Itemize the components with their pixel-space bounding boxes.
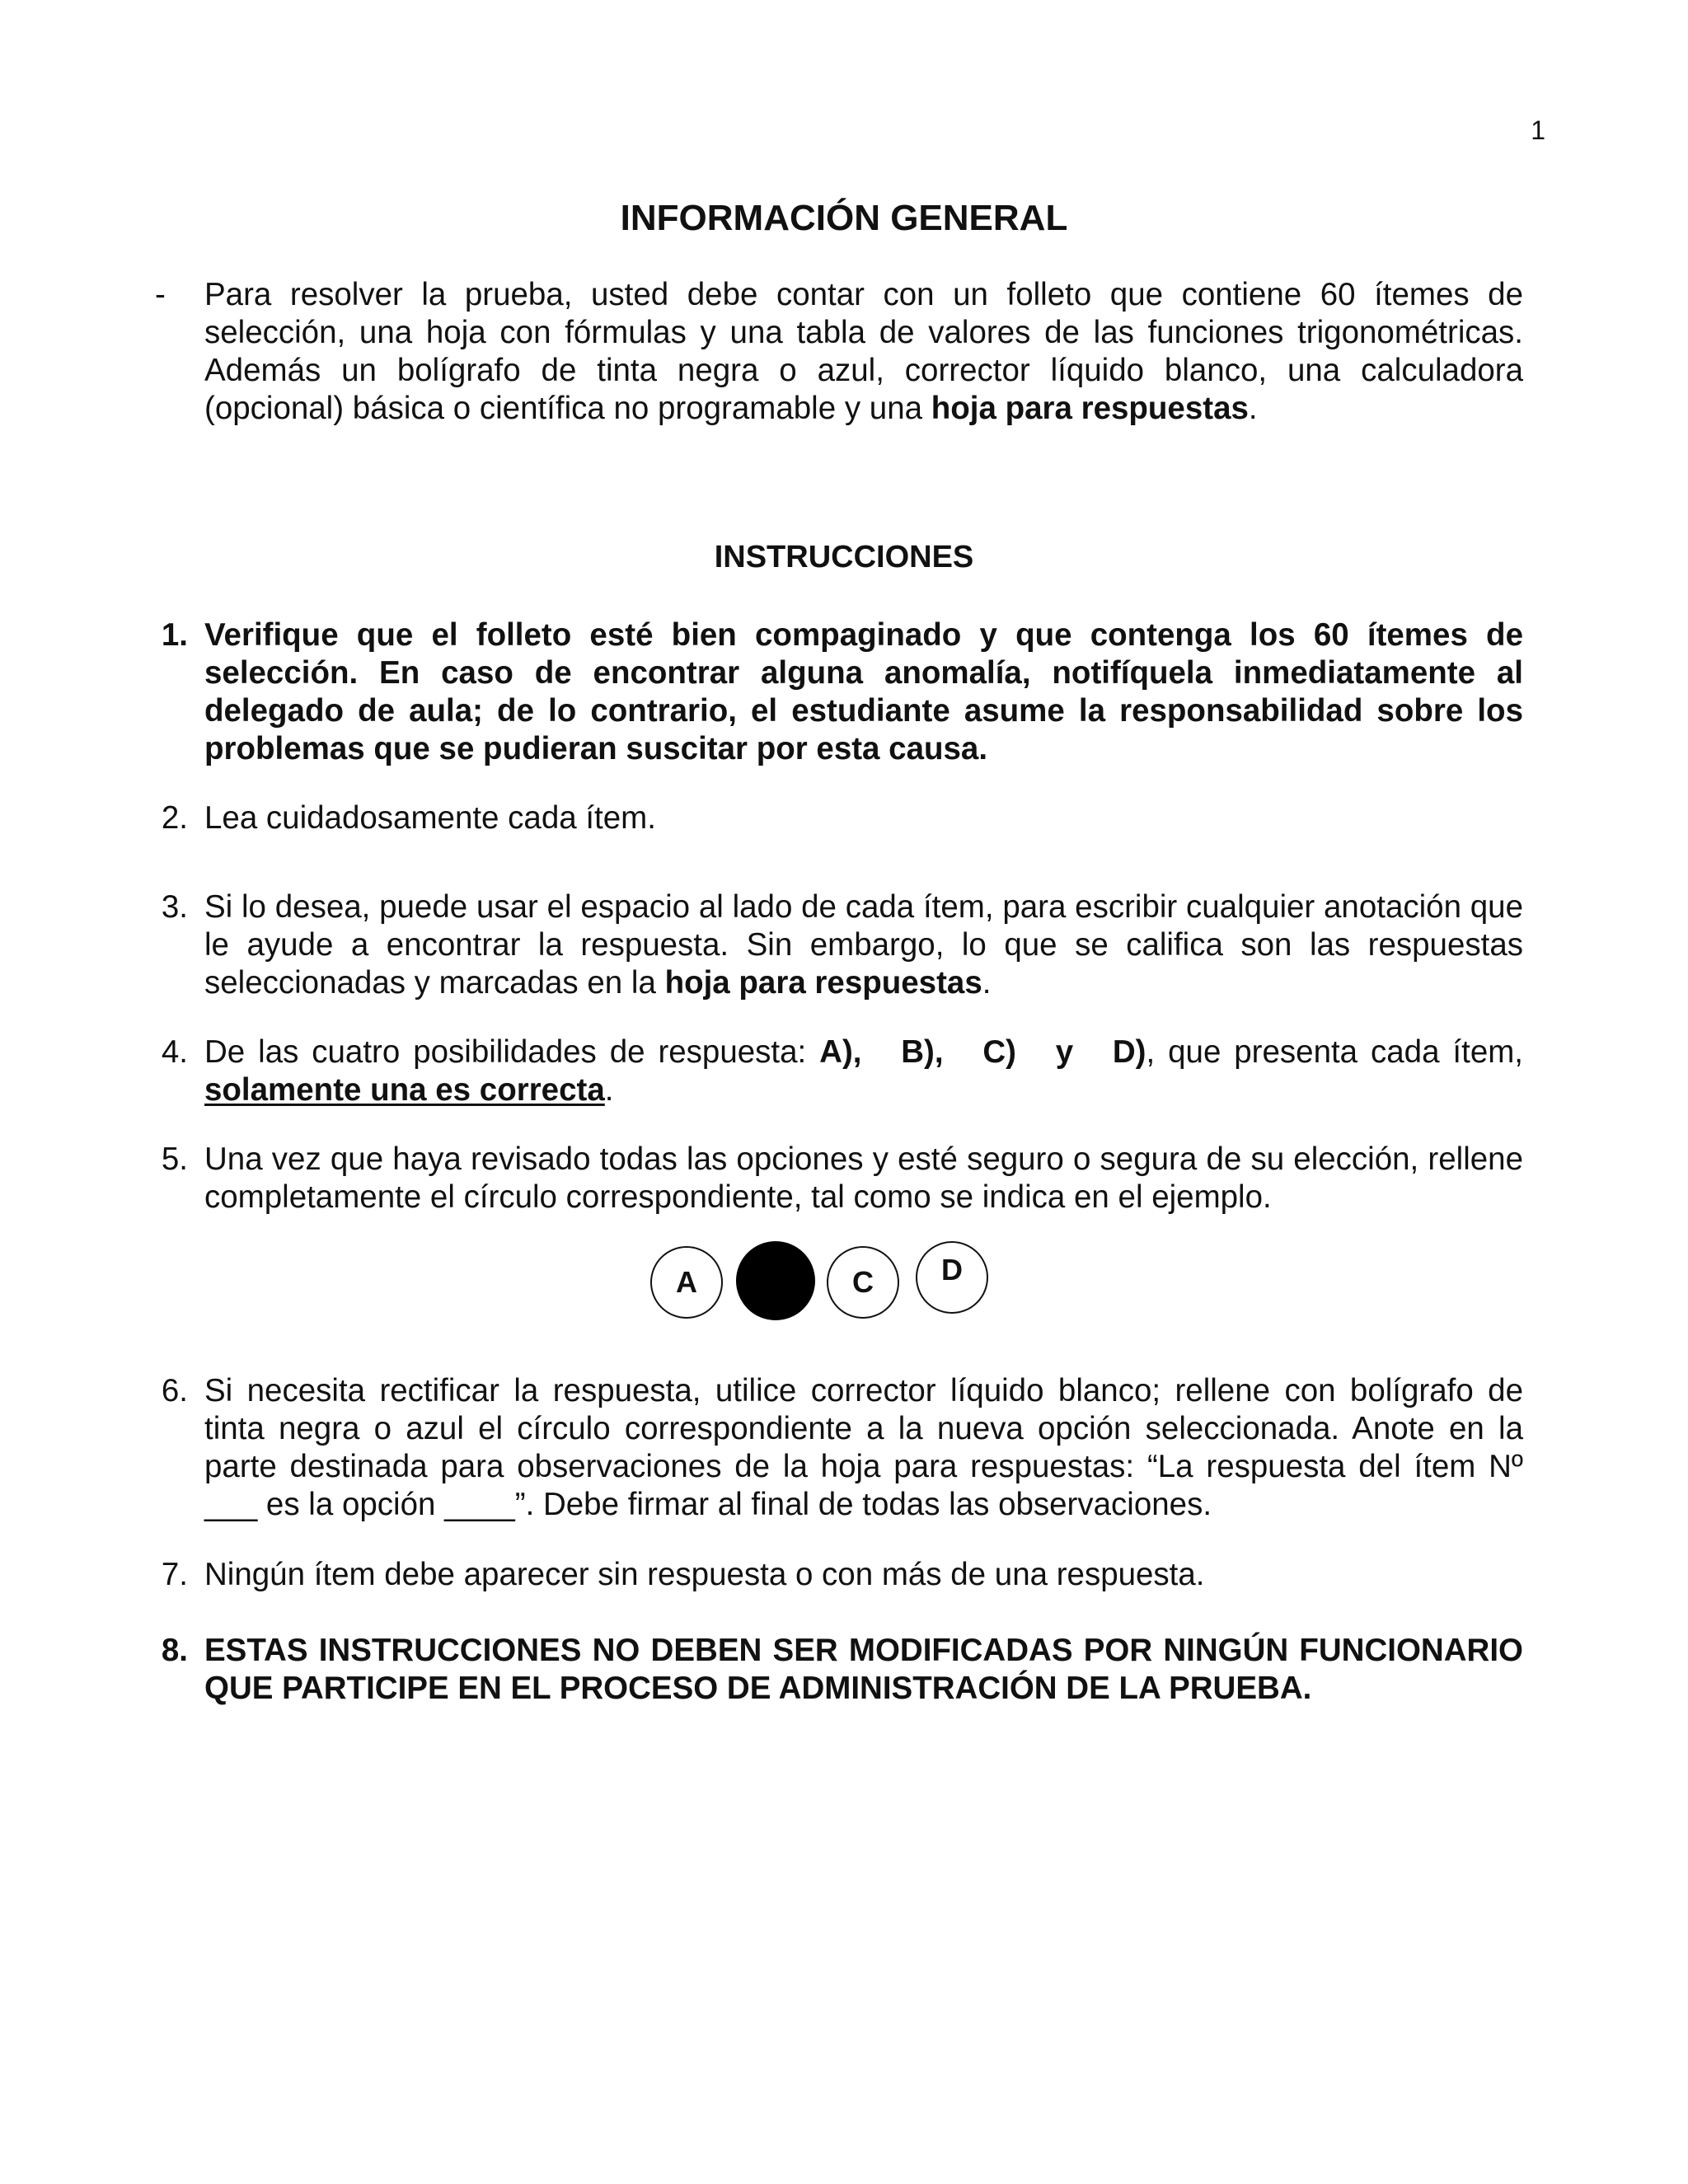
item-number: 4. xyxy=(161,1034,188,1070)
item-text: Si necesita rectificar la respuesta, utilice corrector líquido blanco; rellene con bolígrafo de tinta negra o azul el círculo correspondiente a la nueva opción seleccionada. Anote en la parte destinada para observaciones de la hoja para respuestas: “La respuesta del ítem Nº ___ es la opción ____”. Debe firmar al final de todas las observaciones. xyxy=(204,1373,1523,1522)
item-text-2: , que presenta cada ítem, xyxy=(1146,1034,1523,1070)
item-text: De las cuatro posibilidades de respuesta: xyxy=(204,1034,820,1070)
instruction-item-8 xyxy=(161,1632,1523,1708)
instruction-item-6 xyxy=(161,1372,1523,1524)
item-text: Verifique que el folleto esté bien compaginado y que contenga los 60 ítemes de selección. En caso de encontrar alguna anomalía, notifíquela inmediatamente al delegado de aula; de lo contrario, el estudiante asume la responsabilidad sobre los problemas que se pudieran suscitar por esta causa. xyxy=(204,617,1523,766)
bubble-d: D xyxy=(916,1241,988,1314)
example-answer-bubbles xyxy=(645,1236,992,1327)
instruction-item-4 xyxy=(161,1033,1523,1109)
item-number: 2. xyxy=(161,800,188,836)
item-number: 3. xyxy=(161,889,188,925)
item-underlined: solamente una es correcta xyxy=(204,1072,605,1108)
bullet-dash: - xyxy=(155,277,166,312)
item-text: Una vez que haya revisado todas las opciones y esté seguro o segura de su elección, rellene completamente el círculo correspondiente, tal como se indica en el ejemplo. xyxy=(204,1141,1523,1215)
item-text: Ningún ítem debe aparecer sin respuesta o con más de una respuesta. xyxy=(204,1557,1205,1592)
answer-options: A), B), C) y D) xyxy=(819,1034,1146,1070)
bubble-a: A xyxy=(650,1246,723,1319)
page-number: 1 xyxy=(1531,115,1545,145)
bubble-c: C xyxy=(827,1246,899,1319)
general-info-paragraph xyxy=(155,276,1523,428)
instruction-item-2 xyxy=(161,799,1523,837)
item-text-end: . xyxy=(604,1072,614,1108)
instruction-item-5 xyxy=(161,1141,1523,1216)
item-text: Si lo desea, puede usar el espacio al lado de cada ítem, para escribir cualquier anotación que le ayude a encontrar la respuesta. Sin embargo, lo que se califica son las respuestas seleccionadas y marcadas en la xyxy=(204,889,1523,1001)
instructions-title: INSTRUCCIONES xyxy=(714,540,974,574)
item-number: 5. xyxy=(161,1141,188,1177)
item-text-bold: hoja para respuestas xyxy=(664,965,982,1001)
item-number: 7. xyxy=(161,1557,188,1592)
general-info-text: Para resolver la prueba, usted debe contar con un folleto que contiene 60 ítemes de selección, una hoja con fórmulas y una tabla de valores de las funciones trigonométricas. Además un bolígrafo de tinta negra o azul, corrector líquido blanco, una calculadora (opcional) básica o científica no programable y una xyxy=(204,277,1523,426)
item-text: ESTAS INSTRUCCIONES NO DEBEN SER MODIFICADAS POR NINGÚN FUNCIONARIO QUE PARTICIPE EN EL PROCESO DE ADMINISTRACIÓN DE LA PRUEBA. xyxy=(204,1633,1523,1706)
instruction-item-1 xyxy=(161,616,1523,768)
item-number: 8. xyxy=(161,1633,188,1668)
item-text: Lea cuidadosamente cada ítem. xyxy=(204,800,656,836)
general-info-end: . xyxy=(1248,391,1258,426)
item-number: 6. xyxy=(161,1373,188,1408)
instruction-item-3 xyxy=(161,888,1523,1002)
general-info-bold: hoja para respuestas xyxy=(931,391,1249,426)
bubble-b-filled xyxy=(736,1241,815,1320)
instruction-item-7 xyxy=(161,1556,1523,1594)
page-title: INFORMACIÓN GENERAL xyxy=(620,198,1068,238)
item-number: 1. xyxy=(161,617,188,653)
item-text-end: . xyxy=(982,965,992,1001)
